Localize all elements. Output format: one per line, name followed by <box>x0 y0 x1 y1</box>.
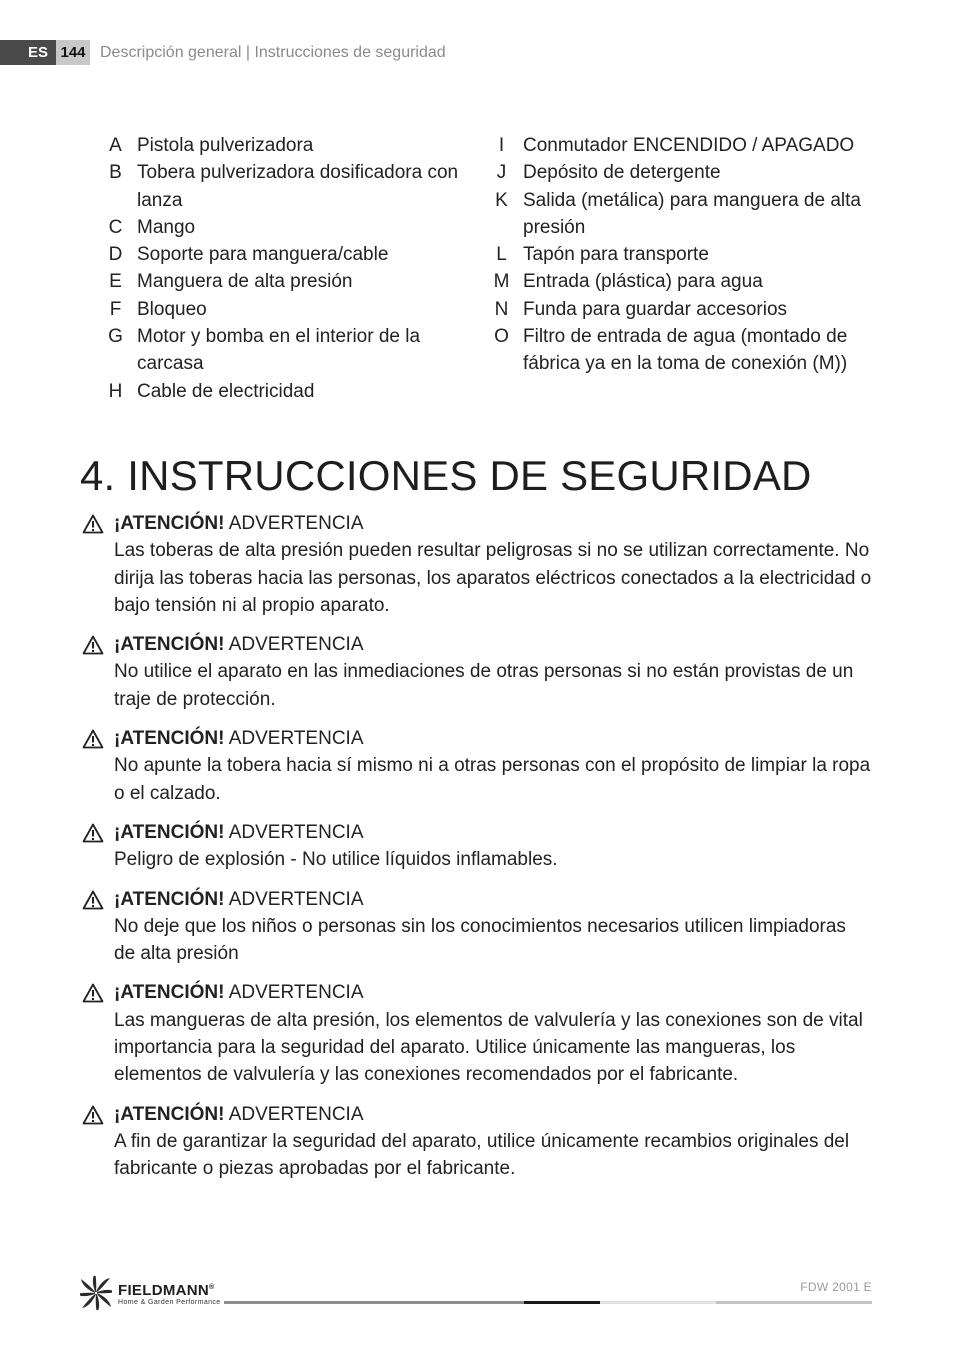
part-description: Cable de electricidad <box>137 380 315 402</box>
warning-triangle-icon <box>82 1105 104 1125</box>
warning-text: A fin de garantizar la seguridad del aparato, utilice únicamente recambios originales del fabricante o piezas aprobadas por el fabricante. <box>114 1130 850 1180</box>
parts-list-item <box>100 159 470 214</box>
brand-logo <box>80 1276 221 1310</box>
part-letter: N <box>494 298 509 320</box>
warning-label: ¡ATENCIÓN! <box>114 888 225 910</box>
part-letter: M <box>493 271 510 293</box>
warnings-list <box>82 510 872 1195</box>
part-description: Mango <box>137 216 196 238</box>
parts-list-item <box>100 268 470 295</box>
warning-heading <box>114 979 872 1006</box>
warning-heading <box>114 725 872 752</box>
warning-triangle-icon <box>82 823 104 843</box>
warning-kind: ADVERTENCIA <box>228 728 364 750</box>
warning-triangle-icon <box>82 635 104 655</box>
part-description: Motor y bomba en el interior de la carcasa <box>137 326 421 375</box>
warning-label: ¡ATENCIÓN! <box>114 821 225 843</box>
brand-tagline: Home & Garden Performance <box>118 1298 221 1306</box>
warning-kind: ADVERTENCIA <box>228 1103 364 1125</box>
warning-label: ¡ATENCIÓN! <box>114 634 225 656</box>
part-letter: O <box>494 326 509 348</box>
part-description: Conmutador ENCENDIDO / APAGADO <box>523 135 855 156</box>
part-letter: J <box>496 162 507 184</box>
part-letter: L <box>496 244 507 266</box>
part-letter: A <box>109 135 122 156</box>
warning-block <box>82 631 872 713</box>
warning-heading <box>114 819 872 846</box>
warning-heading <box>114 631 872 658</box>
warning-triangle-icon <box>82 729 104 749</box>
parts-list-item <box>486 296 876 323</box>
parts-list-right <box>486 132 876 378</box>
parts-list-item <box>100 241 470 268</box>
warning-label: ¡ATENCIÓN! <box>114 728 225 750</box>
footer-rule-dark <box>224 1301 524 1304</box>
warning-kind: ADVERTENCIA <box>228 982 364 1004</box>
warning-text: Las toberas de alta presión pueden resultar peligrosas si no se utilizan correctamente. No dirija las toberas hacia las personas, los aparatos eléctricos conectados a la electricidad o bajo tensión ni al propio aparato. <box>114 540 872 616</box>
warning-text: No utilice el aparato en las inmediaciones de otras personas si no están provistas de un traje de protección. <box>114 661 854 710</box>
part-description: Tapón para transporte <box>523 244 709 266</box>
footer-rule-light <box>600 1301 716 1304</box>
part-description: Soporte para manguera/cable <box>137 244 389 266</box>
parts-list-item <box>100 132 470 159</box>
page-number: 144 <box>56 40 90 65</box>
fieldmann-fan-logo-icon <box>80 1276 112 1310</box>
warning-kind: ADVERTENCIA <box>228 888 364 910</box>
part-letter: H <box>108 380 123 402</box>
part-letter: C <box>108 216 123 238</box>
warning-kind: ADVERTENCIA <box>228 821 364 843</box>
warning-heading <box>114 886 872 913</box>
part-letter: I <box>498 135 505 156</box>
part-description: Filtro de entrada de agua (montado de fábrica ya en la toma de conexión (M)) <box>523 326 848 375</box>
part-description: Bloqueo <box>137 298 207 320</box>
warning-label: ¡ATENCIÓN! <box>114 513 225 534</box>
warning-triangle-icon <box>82 890 104 910</box>
warning-text: No deje que los niños o personas sin los conocimientos necesarios utilicen limpiadoras de alta presión <box>114 915 846 965</box>
section-title: 4. INSTRUCCIONES DE SEGURIDAD <box>80 452 812 499</box>
warning-kind: ADVERTENCIA <box>228 513 364 534</box>
parts-list-item <box>100 214 470 241</box>
part-letter: F <box>109 298 122 320</box>
warning-block <box>82 1101 872 1183</box>
warning-block <box>82 886 872 968</box>
warning-block <box>82 979 872 1088</box>
part-description: Pistola pulverizadora <box>137 135 314 156</box>
warning-text: Peligro de explosión - No utilice líquidos inflamables. <box>114 849 558 871</box>
warning-kind: ADVERTENCIA <box>228 634 364 656</box>
parts-list-item <box>100 296 470 323</box>
warning-text: No apunte la tobera hacia sí mismo ni a otras personas con el propósito de limpiar la ropa o el calzado. <box>114 755 871 804</box>
warning-label: ¡ATENCIÓN! <box>114 982 225 1004</box>
parts-list-left <box>100 132 470 405</box>
parts-list-item <box>486 323 876 378</box>
part-letter: E <box>109 271 122 293</box>
warning-heading <box>114 1101 872 1128</box>
parts-list-item <box>486 159 876 186</box>
warning-label: ¡ATENCIÓN! <box>114 1103 225 1125</box>
warning-block <box>82 725 872 807</box>
part-letter: K <box>495 189 508 211</box>
part-description: Funda para guardar accesorios <box>523 298 788 320</box>
parts-list-item <box>100 378 470 405</box>
language-tag: ES <box>0 40 56 65</box>
part-letter: D <box>108 244 123 266</box>
model-number: FDW 2001 E <box>800 1280 872 1294</box>
footer-rule-accent <box>524 1301 600 1304</box>
footer-rule-grey <box>716 1301 872 1304</box>
warning-triangle-icon <box>82 514 104 534</box>
part-description: Salida (metálica) para manguera de alta presión <box>523 189 861 238</box>
part-letter: B <box>109 162 122 184</box>
part-description: Depósito de detergente <box>523 162 721 184</box>
warning-heading <box>114 510 872 537</box>
page-header <box>0 40 446 65</box>
part-letter: G <box>108 326 123 348</box>
part-description: Tobera pulverizadora dosificadora con lanza <box>137 162 459 211</box>
parts-list-item <box>486 268 876 295</box>
parts-list-item <box>100 323 470 378</box>
part-description: Entrada (plástica) para agua <box>523 271 763 293</box>
warning-text: Las mangueras de alta presión, los elementos de valvulería y las conexiones son de vital importancia para la seguridad del aparato. Utilice únicamente las mangueras, los elementos de valvulería y las conexiones recomendados por el fabricante. <box>114 1009 863 1086</box>
brand-name: FIELDMANN® <box>118 1281 215 1299</box>
part-description: Manguera de alta presión <box>137 271 353 293</box>
breadcrumb: Descripción general | Instrucciones de seguridad <box>100 43 446 61</box>
parts-list-item <box>486 132 876 159</box>
warning-block <box>82 510 872 619</box>
parts-list-item <box>486 187 876 242</box>
warning-block <box>82 819 872 874</box>
parts-list-item <box>486 241 876 268</box>
warning-triangle-icon <box>82 983 104 1003</box>
